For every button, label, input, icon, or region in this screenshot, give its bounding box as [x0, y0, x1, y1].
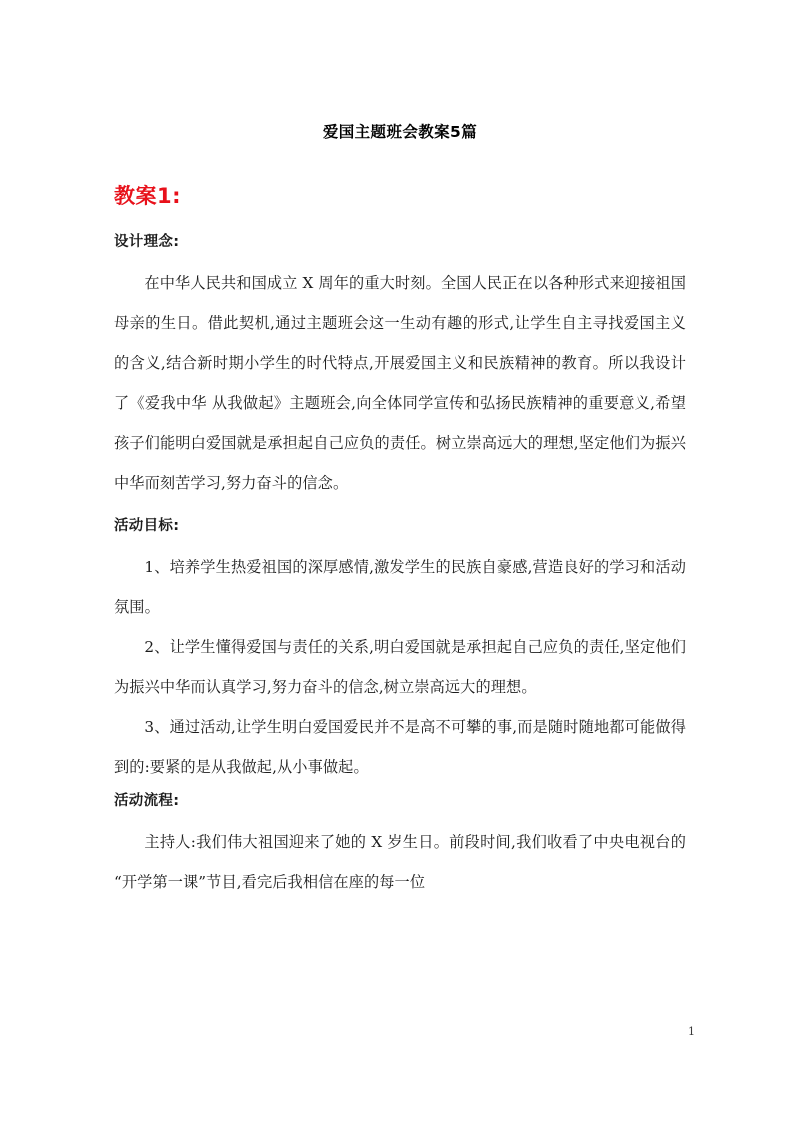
section-heading-activity-process: 活动流程:	[114, 793, 180, 809]
activity-goals-list	[114, 547, 686, 787]
paragraph-design-concept: 在中华人民共和国成立 X 周年的重大时刻。全国人民正在以各种形式来迎接祖国母亲的生日。借此契机,通过主题班会这一生动有趣的形式,让学生自主寻找爱国主义的含义,结合新时期小学生的时代特点,开展爱国主义和民族精神的教育。所以我设计了《爱我中华 从我做起》主题班会,向全体同学宣传和弘扬民族精神的重要意义,希望孩子们能明白爱国就是承担起自己应负的责任。树立崇高远大的理想,坚定他们为振兴中华而刻苦学习,努力奋斗的信念。	[114, 274, 686, 492]
section-heading-activity-goals: 活动目标:	[114, 518, 180, 534]
document-content	[114, 119, 686, 902]
paragraph-activity-process: 主持人:我们伟大祖国迎来了她的 X 岁生日。前段时间,我们收看了中央电视台的“开学第一课”节目,看完后我相信在座的每一位	[114, 833, 686, 891]
activity-goal-item: 3、通过活动,让学生明白爱国爱民并不是高不可攀的事,而是随时随地都可能做得到的:要紧的是从我做起,从小事做起。	[114, 718, 686, 776]
page-title: 爱国主题班会教案5篇	[322, 123, 478, 141]
section-heading-design-concept: 设计理念:	[114, 234, 180, 250]
activity-goal-item: 1、培养学生热爱祖国的深厚感情,激发学生的民族自豪感,营造良好的学习和活动氛围。	[114, 558, 686, 616]
activity-goal-item: 2、让学生懂得爱国与责任的关系,明白爱国就是承担起自己应负的责任,坚定他们为振兴中华而认真学习,努力奋斗的信念,树立崇高远大的理想。	[114, 638, 686, 696]
lesson-plan-heading: 教案1:	[114, 184, 182, 208]
page-number: 1	[688, 1025, 695, 1038]
